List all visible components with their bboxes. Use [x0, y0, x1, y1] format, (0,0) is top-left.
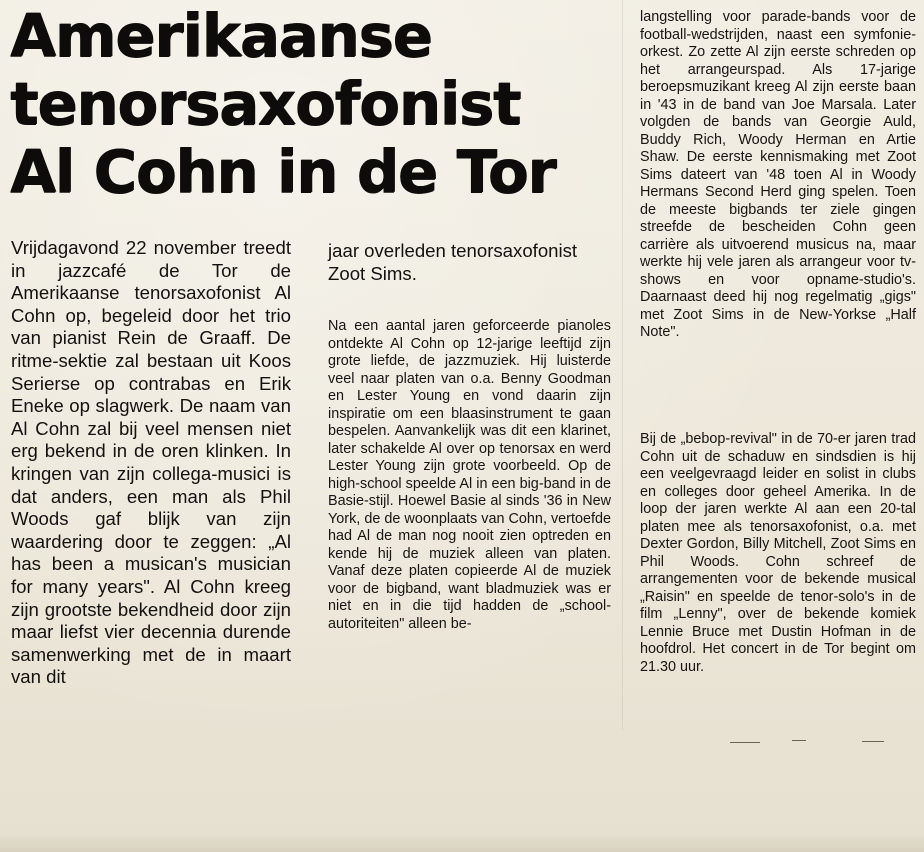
end-rule — [792, 740, 806, 741]
end-rule — [862, 741, 884, 742]
body-column-2: Na een aantal jaren geforceerde pianoles ontdekte Al Cohn op 12-jarige leeftijd zijn grote liefde, de jazzmuziek. Hij luisterde veel naar platen van o.a. Benny Goodman en Lester Young en vond daarin zijn inspiratie om een blaasinstrument te gaan bespelen. Aanvankelijk was dit een klarinet, later schakelde Al over op tenorsax en werd Lester Young zijn grote voorbeeld. Op de high-school speelde Al in een big-band in de Basie-stijl. Hoewel Basie al sinds '36 in New York, de de woonplaats van Cohn, vertoefde had Al de man nog nooit zien optreden en kende hij de muziek alleen van platen. Vanaf deze platen copieerde Al de muziek voor de bigband, want bladmuziek was er niet en in die tijd hadden de „school-autoriteiten" alleen be- — [328, 318, 611, 632]
article-headline — [10, 2, 610, 206]
lead-paragraph: Vrijdagavond 22 november treedt in jazzcafé de Tor de Amerikaanse tenorsaxofonist Al Cohn op, begeleid door het trio van pianist Rein de Graaff. De ritme-sektie zal bestaan uit Koos Serierse op contrabas en Erik Eneke op slagwerk. De naam van Al Cohn zal bij veel mensen niet erg bekend in de oren klinken. In kringen van zijn collega-musici is dat anders, een man als Phil Woods gaf blijk van zijn waardering door te zeggen: „Al has been a musican's musician for many years". Al Cohn kreeg zijn grootste bekendheid door zijn maar liefst vier decennia durende samenwerking met de in maart van dit — [11, 237, 291, 688]
column-divider — [622, 0, 623, 730]
end-rule — [730, 742, 760, 743]
headline-line-3: Al Cohn in de Tor — [10, 137, 556, 206]
lead-paragraph-continued: jaar overleden tenorsaxofonist Zoot Sims. — [328, 240, 578, 284]
body-column-3-paragraph-2: Bij de „bebop-revival" in de 70-er jaren trad Cohn uit de schaduw en sindsdien is hij een veelgevraagd leider en solist in clubs en colleges door geheel Amerika. In de loop der jaren werkte Al aan een 20-tal platen mee als tenorsaxofonist, o.a. met Dexter Gordon, Billy Mitchell, Zoot Sims en Phil Woods. Cohn schreef de arrangementen voor de bekende musical „Raisin" en speelde de tenor-solo's in de film „Lenny", over de bekende komiek Lennie Bruce met Dustin Hofman in de hoofdrol. Het concert in de Tor begint om 21.30 uur. — [640, 431, 916, 675]
paper-edge — [0, 836, 924, 852]
headline-line-2: tenorsaxofonist — [10, 69, 521, 138]
headline-line-1: Amerikaanse — [10, 1, 432, 70]
body-column-3-paragraph-1: langstelling voor parade-bands voor de football-wedstrijden, naast een symfonie-orkest. Zo zette Al zijn eerste schreden op het arrangeurspad. Als 17-jarige beroepsmuzikant kreeg Al zijn eerste baan in '43 in de band van Joe Marsala. Later volgden de bands van Georgie Auld, Buddy Rich, Woody Herman en Artie Shaw. De eerste kennismaking met Zoot Sims dateert van '48 toen Al in Woody Hermans Second Herd ging spelen. Toen de meeste bigbands ter ziele gingen streefde de bescheiden Cohn geen carrière als uitvoerend musicus na, maar werkte hij vele jaren als arrangeur voor tv-shows en voor opname-studio's. Daarnaast deed hij nog regelmatig „gigs" met Zoot Sims in de New-Yorkse „Half Note". — [640, 9, 916, 340]
